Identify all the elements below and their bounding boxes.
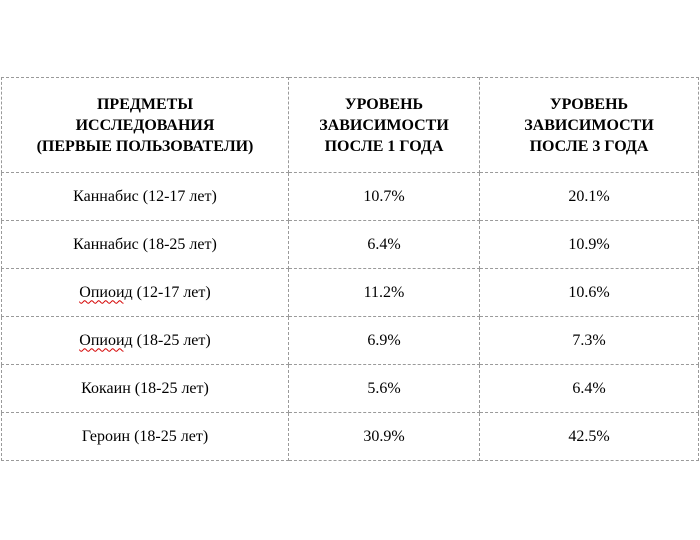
subject-cell [2, 221, 289, 269]
header-line: ПРЕДМЕТЫ [96, 95, 194, 113]
table-row [2, 269, 699, 317]
age-range: (18-25 лет) [136, 331, 211, 349]
year1-value: 11.2% [289, 269, 480, 317]
table-row [2, 413, 699, 461]
year3-value: 42.5% [480, 413, 699, 461]
header-line: УРОВЕНЬ [549, 95, 629, 113]
year1-value: 6.9% [289, 317, 480, 365]
table-header-row [2, 78, 699, 173]
table-row [2, 221, 699, 269]
header-after-1-year [289, 78, 480, 173]
year1-value: 10.7% [289, 173, 480, 221]
substance-name: Опиоид [79, 283, 133, 301]
header-line: ИССЛЕДОВАНИЯ [75, 116, 215, 134]
header-line: ЗАВИСИМОСТИ [524, 116, 654, 134]
subject-cell [2, 269, 289, 317]
dependency-rates-table [1, 77, 699, 461]
substance-name: Каннабис [73, 235, 139, 253]
year3-value: 10.6% [480, 269, 699, 317]
header-after-3-years [480, 78, 699, 173]
header-line: (ПЕРВЫЕ ПОЛЬЗОВАТЕЛИ) [36, 137, 254, 155]
header-line: УРОВЕНЬ [344, 95, 424, 113]
year1-value: 6.4% [289, 221, 480, 269]
age-range: (12-17 лет) [142, 187, 217, 205]
header-line: ЗАВИСИМОСТИ [319, 116, 449, 134]
year3-value: 7.3% [480, 317, 699, 365]
age-range: (12-17 лет) [136, 283, 211, 301]
subject-cell [2, 317, 289, 365]
subject-cell [2, 173, 289, 221]
header-line: ПОСЛЕ 3 ГОДА [529, 137, 649, 155]
table-row [2, 317, 699, 365]
age-range: (18-25 лет) [134, 427, 209, 445]
substance-name: Героин [81, 427, 131, 445]
substance-name: Кокаин [81, 379, 131, 397]
year1-value: 30.9% [289, 413, 480, 461]
year3-value: 6.4% [480, 365, 699, 413]
year1-value: 5.6% [289, 365, 480, 413]
subject-cell [2, 365, 289, 413]
table-row [2, 365, 699, 413]
table-row [2, 173, 699, 221]
year3-value: 20.1% [480, 173, 699, 221]
year3-value: 10.9% [480, 221, 699, 269]
header-subjects [2, 78, 289, 173]
substance-name: Опиоид [79, 331, 133, 349]
substance-name: Каннабис [73, 187, 139, 205]
age-range: (18-25 лет) [134, 379, 209, 397]
subject-cell [2, 413, 289, 461]
age-range: (18-25 лет) [142, 235, 217, 253]
header-line: ПОСЛЕ 1 ГОДА [324, 137, 444, 155]
